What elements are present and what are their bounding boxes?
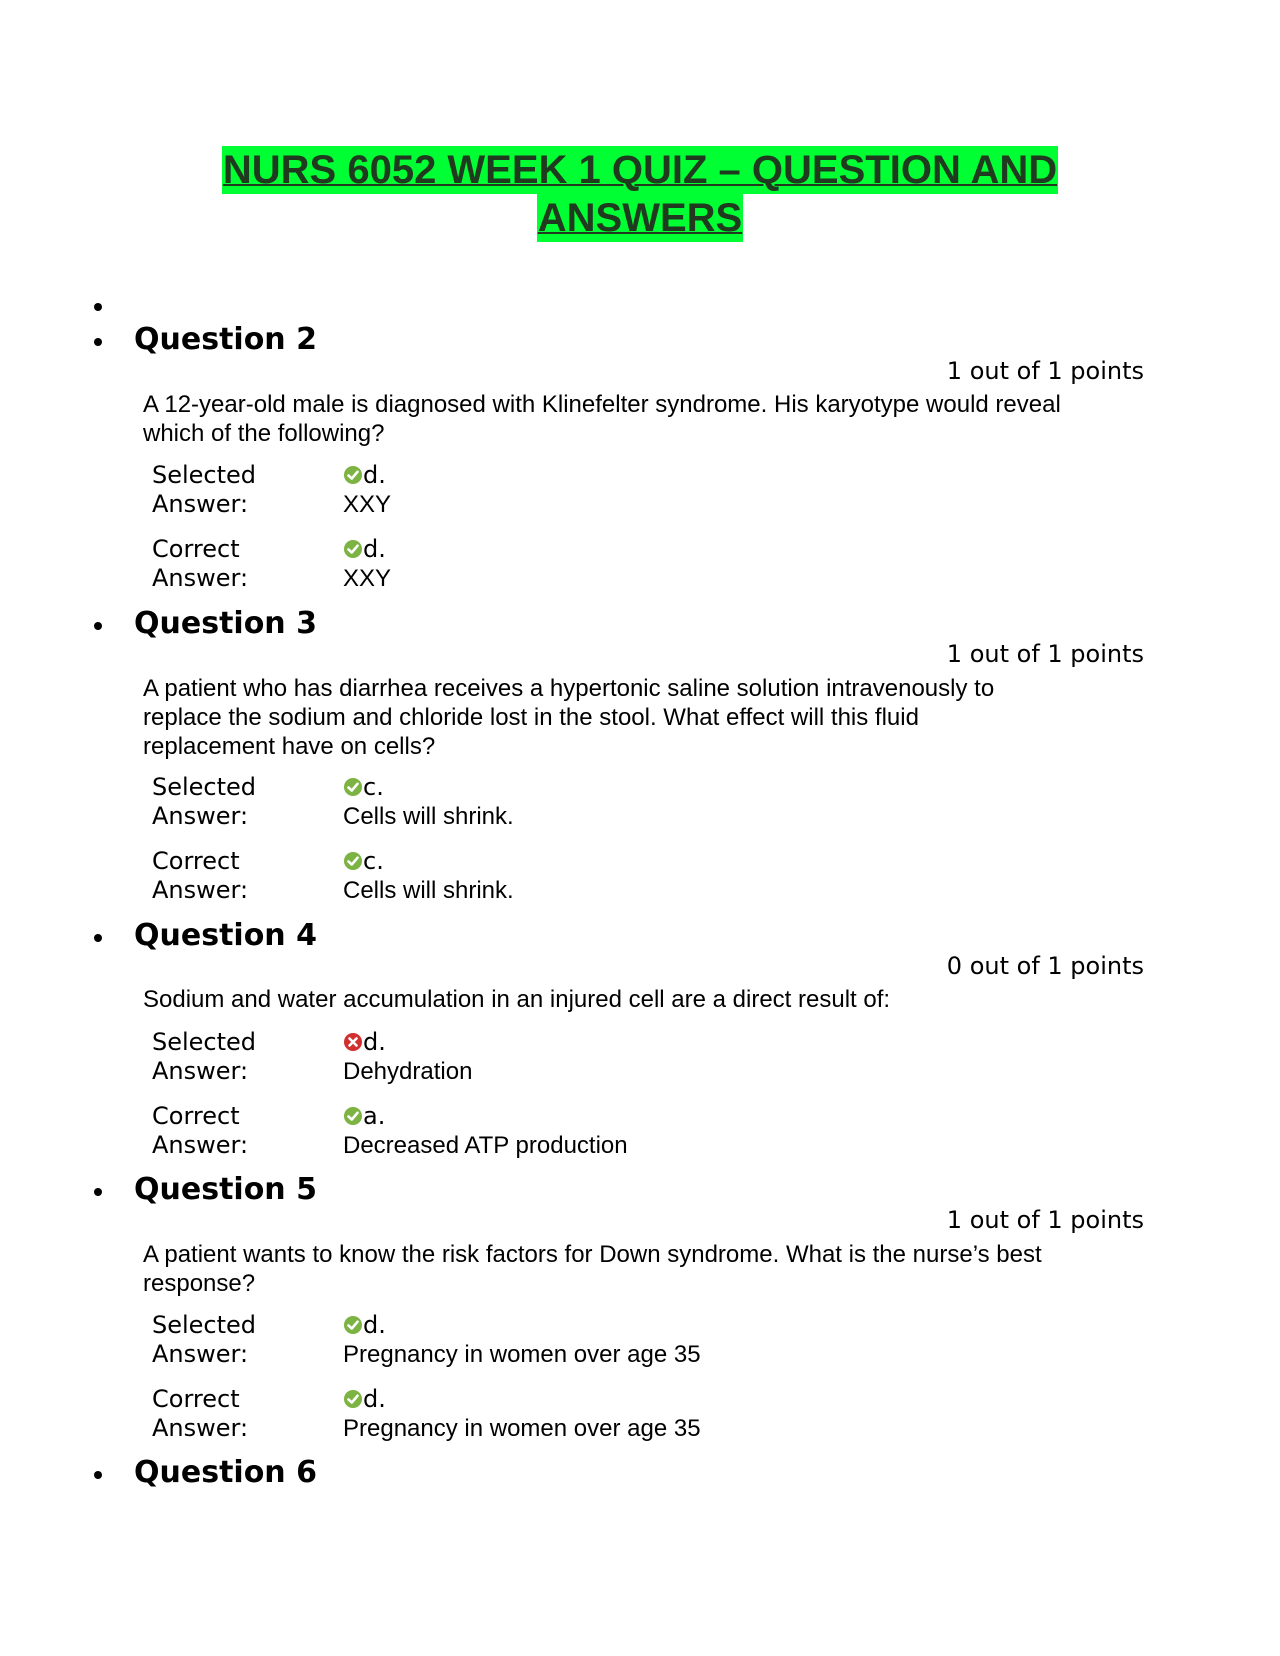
check-icon bbox=[343, 851, 363, 871]
bullet bbox=[94, 934, 102, 942]
answer-letter: c. bbox=[363, 773, 384, 801]
bullet bbox=[94, 1188, 102, 1196]
answer-text: Decreased ATP production bbox=[343, 1132, 628, 1159]
answer-text: Pregnancy in women over age 35 bbox=[343, 1341, 701, 1368]
question-heading: Question 2 bbox=[134, 322, 317, 357]
answer-text: Cells will shrink. bbox=[343, 877, 514, 904]
correct-answer-label: Correct Answer: bbox=[152, 1385, 249, 1442]
question-text: A patient who has diarrhea receives a hypertonic saline solution intravenously to replace the sodium and chloride lost in the stool. What effect will this fluid replacement have on cells? bbox=[143, 675, 995, 760]
answer-letter: d. bbox=[363, 1385, 386, 1413]
x-icon bbox=[343, 1032, 363, 1052]
question-heading: Question 4 bbox=[134, 918, 317, 953]
selected-answer bbox=[343, 1311, 1103, 1369]
bullet bbox=[94, 622, 102, 630]
answer-text: Dehydration bbox=[343, 1058, 473, 1085]
check-icon bbox=[343, 539, 363, 559]
answer-letter: c. bbox=[363, 847, 384, 875]
question-text: A patient wants to know the risk factors for Down syndrome. What is the nurse’s best response? bbox=[143, 1241, 1042, 1297]
bullet bbox=[94, 338, 102, 346]
title-line-1: NURS 6052 WEEK 1 QUIZ – QUESTION AND bbox=[222, 148, 1058, 192]
answer-text: XXY bbox=[343, 565, 392, 592]
question-points: 1 out of 1 points bbox=[946, 357, 1144, 385]
question-text: A 12-year-old male is diagnosed with Klinefelter syndrome. His karyotype would reveal which of the following? bbox=[143, 391, 1061, 447]
check-icon bbox=[343, 777, 363, 797]
question-heading: Question 5 bbox=[134, 1172, 317, 1207]
question-points: 1 out of 1 points bbox=[946, 640, 1144, 668]
selected-answer bbox=[343, 773, 1103, 831]
answer-letter: a. bbox=[363, 1102, 386, 1130]
answer-letter: d. bbox=[363, 1028, 386, 1056]
selected-answer-label: Selected Answer: bbox=[152, 1311, 257, 1368]
correct-answer-label: Correct Answer: bbox=[152, 535, 249, 592]
question-points: 1 out of 1 points bbox=[946, 1206, 1144, 1234]
check-icon bbox=[343, 465, 363, 485]
selected-answer-label: Selected Answer: bbox=[152, 461, 257, 518]
correct-answer bbox=[343, 1102, 1103, 1160]
selected-answer-label: Selected Answer: bbox=[152, 773, 257, 830]
question-points: 0 out of 1 points bbox=[946, 952, 1144, 980]
check-icon bbox=[343, 1106, 363, 1126]
bullet bbox=[94, 1471, 102, 1479]
correct-answer bbox=[343, 847, 1103, 905]
selected-answer bbox=[343, 461, 1103, 519]
empty-bullet bbox=[94, 303, 102, 311]
check-icon bbox=[343, 1389, 363, 1409]
answer-letter: d. bbox=[363, 1311, 386, 1339]
selected-answer-label: Selected Answer: bbox=[152, 1028, 257, 1085]
answer-letter: d. bbox=[363, 461, 386, 489]
title-line-2: ANSWERS bbox=[537, 196, 743, 240]
question-heading: Question 3 bbox=[134, 606, 317, 641]
answer-text: XXY bbox=[343, 491, 392, 518]
question-heading: Question 6 bbox=[134, 1455, 317, 1490]
document-title bbox=[0, 146, 1280, 242]
question-text: Sodium and water accumulation in an injured cell are a direct result of: bbox=[143, 986, 891, 1013]
check-icon bbox=[343, 1315, 363, 1335]
correct-answer bbox=[343, 535, 1103, 593]
selected-answer bbox=[343, 1028, 1103, 1086]
correct-answer bbox=[343, 1385, 1103, 1443]
answer-letter: d. bbox=[363, 535, 386, 563]
correct-answer-label: Correct Answer: bbox=[152, 847, 249, 904]
correct-answer-label: Correct Answer: bbox=[152, 1102, 249, 1159]
answer-text: Pregnancy in women over age 35 bbox=[343, 1415, 701, 1442]
answer-text: Cells will shrink. bbox=[343, 803, 514, 830]
